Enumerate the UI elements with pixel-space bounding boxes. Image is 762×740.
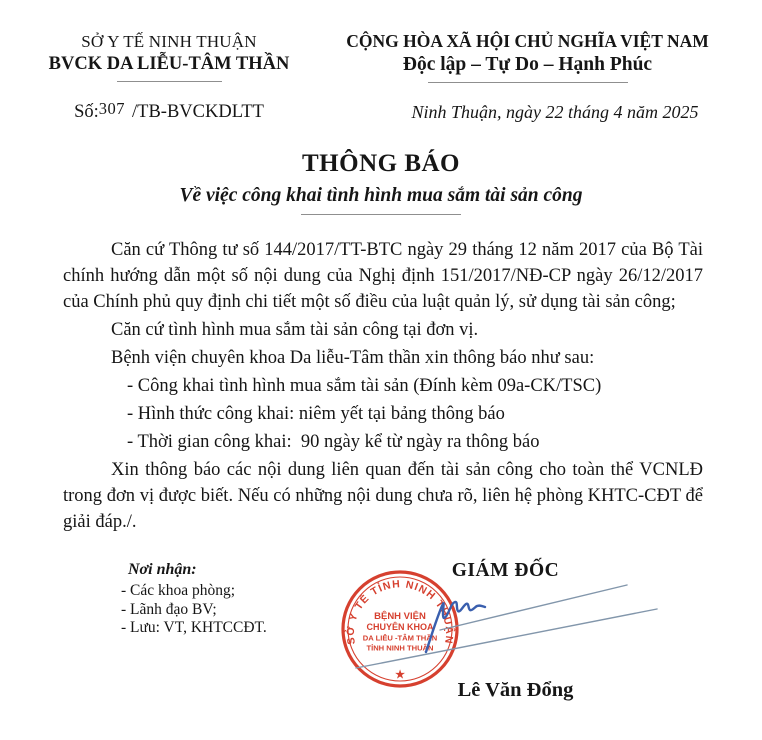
paragraph-closing: Xin thông báo các nội dung liên quan đến tài sản công cho toàn thể VCNLĐ trong đơn vị được biết. Nếu có những nội dung chưa rõ, liên hệ phòng KHTC-CĐT để giải đáp./.: [63, 460, 703, 532]
signer-position-title: GIÁM ĐỐC: [451, 560, 560, 581]
official-stamp-icon: [343, 572, 457, 686]
stamp-center-line: DA LIỄU -TÂM THẦN: [362, 633, 438, 643]
stamp-center-line: CHUYÊN KHOA: [366, 622, 434, 632]
stamp-center-line: TỈNH NINH THUẬN: [366, 643, 434, 653]
org-header: [18, 32, 320, 82]
title-rule: [301, 214, 461, 215]
doc-body: [63, 237, 703, 537]
doc-subtitle: Về việc công khai tình hình mua sắm tài sản công: [179, 185, 583, 206]
stamp-star-icon: ★: [395, 669, 405, 681]
national-header-rule: [428, 82, 628, 83]
org-name: BVCK DA LIỄU-TÂM THẦN: [48, 54, 290, 74]
place-dateline: Ninh Thuận, ngày 22 tháng 4 năm 2025: [411, 102, 699, 122]
doc-number-suffix: /TB-BVCKDLTT: [132, 102, 264, 122]
org-parent-name: SỞ Y TẾ NINH THUẬN: [81, 32, 257, 51]
doc-number-label: Số:: [74, 102, 99, 122]
doc-title: THÔNG BÁO: [302, 150, 460, 177]
recipient-item: - Các khoa phòng;: [121, 582, 236, 599]
doc-number-value: 307: [98, 99, 126, 118]
national-motto: Độc lập – Tự Do – Hạnh Phúc: [402, 54, 653, 75]
doc-number-line: [18, 99, 320, 123]
recipient-item: - Lãnh đạo BV;: [121, 600, 217, 618]
signer-name: Lê Văn Đổng: [457, 679, 574, 701]
bullet-item: - Hình thức công khai: niêm yết tại bảng thông báo: [127, 404, 505, 424]
stamp-center-line: BỆNH VIỆN: [374, 611, 426, 622]
recipients-title: Nơi nhận:: [128, 561, 197, 578]
org-header-rule: [117, 81, 222, 82]
recipient-item: - Lưu: VT, KHTCCĐT.: [121, 619, 267, 636]
national-header: [325, 31, 730, 83]
bullet-item: - Thời gian công khai: 90 ngày kể từ ngày ra thông báo: [127, 432, 540, 452]
paragraph-legal-basis-1: Căn cứ Thông tư số 144/2017/TT-BTC ngày 29 tháng 12 năm 2017 của Bộ Tài chính hướng dẫn một số nội dung của Nghị định 151/2017/NĐ-CP ngày 26/12/2017 của Chính phủ quy định chi tiết một số điều của luật quản lý, sử dụng tài sản công;: [63, 240, 703, 312]
bullet-item: - Công khai tình hình mua sắm tài sản (Đính kèm 09a-CK/TSC): [127, 376, 602, 396]
stamp-arc-text: SỞ Y TẾ TỈNH NINH THUẬN: [344, 578, 456, 646]
recipients-list: [121, 582, 267, 638]
paragraph-announcement-intro: Bệnh viện chuyên khoa Da liễu-Tâm thần xin thông báo như sau:: [111, 348, 595, 368]
paragraph-legal-basis-2: Căn cứ tình hình mua sắm tài sản công tại đơn vị.: [111, 320, 479, 340]
national-title: CỘNG HÒA XÃ HỘI CHỦ NGHĨA VIỆT NAM: [346, 31, 709, 51]
